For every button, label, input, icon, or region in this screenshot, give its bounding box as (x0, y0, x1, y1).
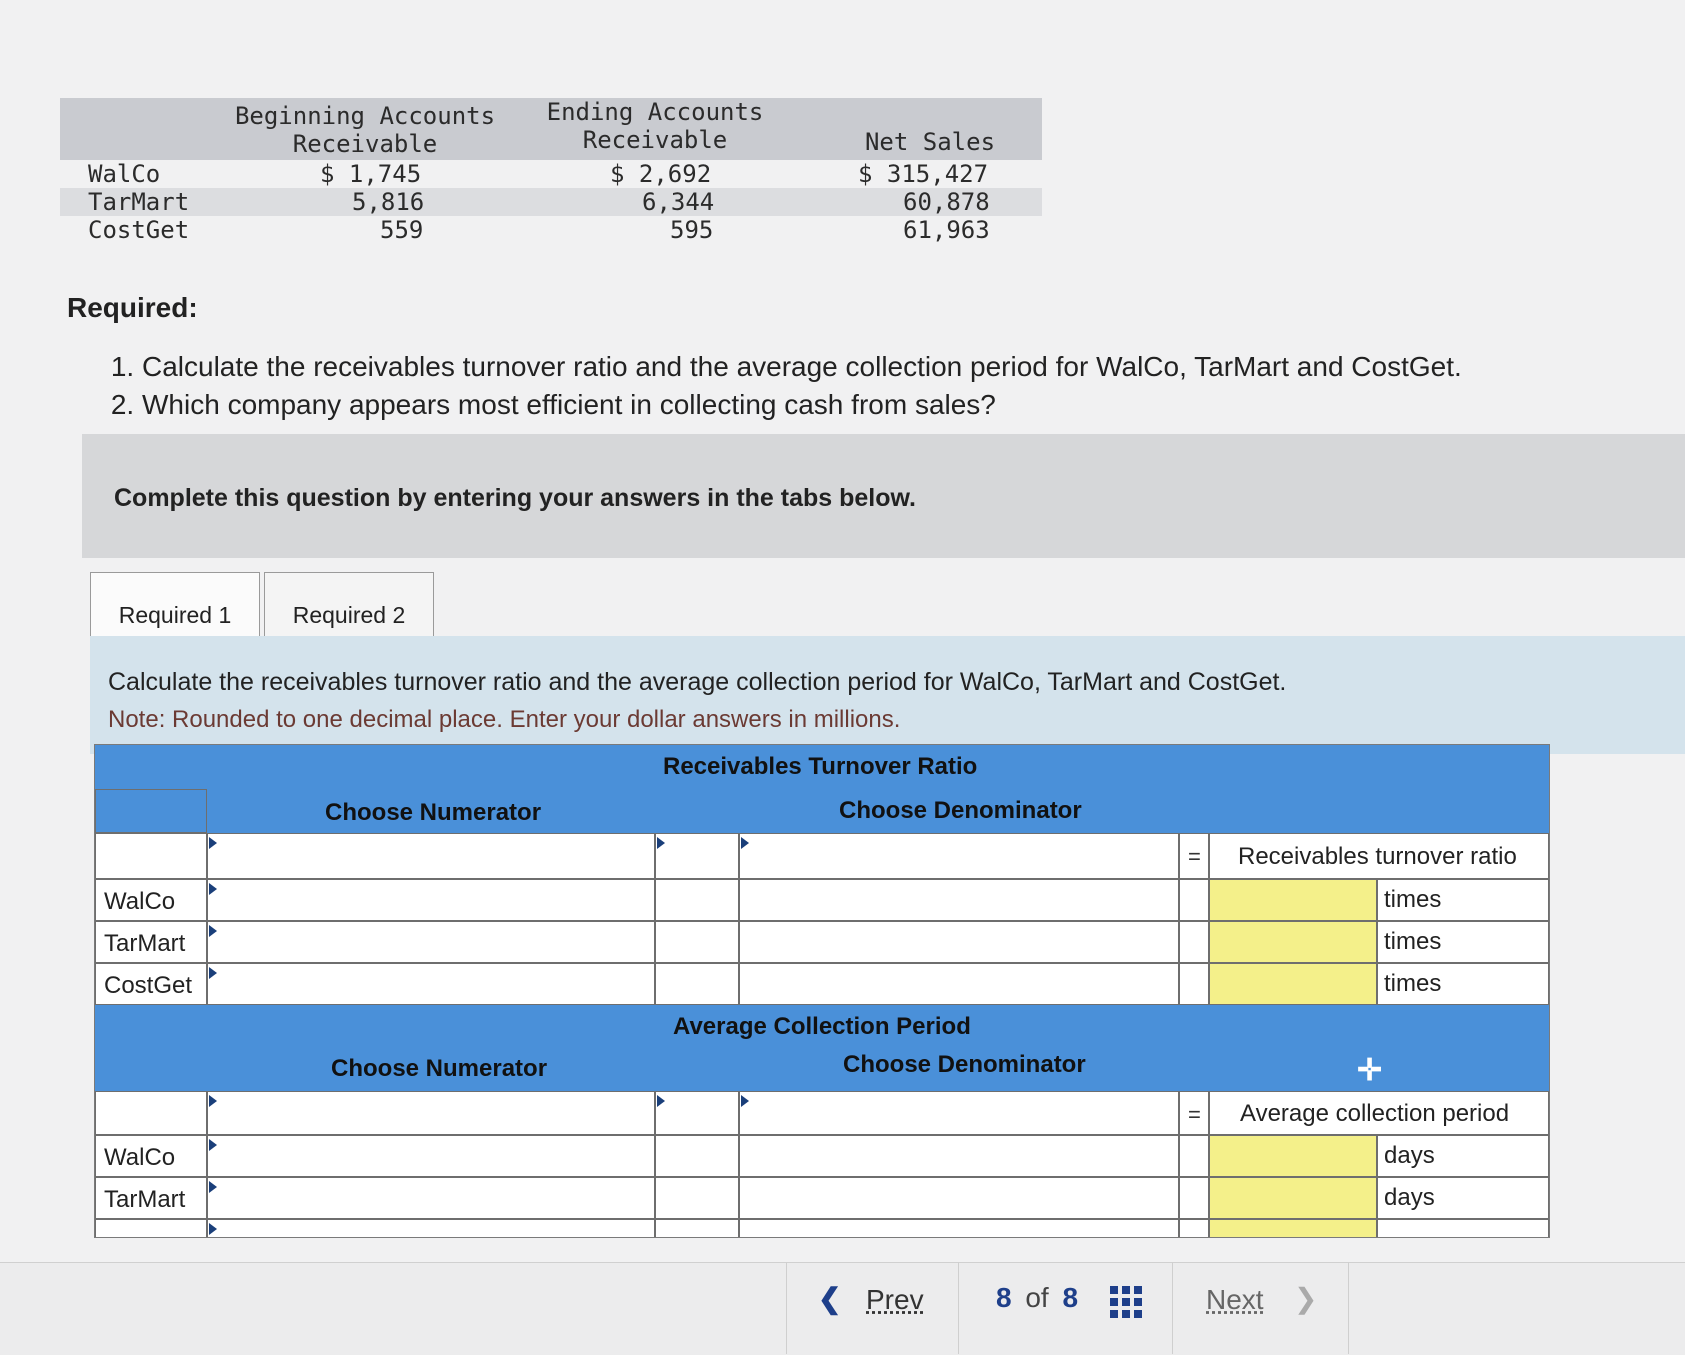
equals-cell (1179, 1177, 1209, 1219)
ending-ar: $ 2,692 (610, 160, 712, 188)
tarmart-collection-operator-input[interactable] (655, 1177, 739, 1219)
collection-title-bar (95, 1005, 1549, 1047)
equals-cell (1179, 879, 1209, 921)
label-row-blank (95, 1091, 207, 1135)
denominator-select-header[interactable] (739, 1091, 1179, 1135)
unit-cell (1377, 1219, 1549, 1238)
table-row (60, 160, 1042, 188)
required-list (112, 348, 1592, 424)
dropdown-marker-icon (209, 925, 217, 937)
unit-cell (1377, 963, 1549, 1005)
equals-sign: = (1188, 844, 1201, 869)
unit-cell (1377, 1135, 1549, 1177)
unit-days: days (1384, 1142, 1435, 1169)
nav-divider (786, 1262, 787, 1354)
walco-denominator-input[interactable] (739, 879, 1179, 921)
costget-collection-numerator-input[interactable] (207, 1219, 655, 1238)
denominator-select-header[interactable] (739, 833, 1179, 879)
operator-select-header[interactable] (655, 833, 739, 879)
instructions-text: Calculate the receivables turnover ratio and the average collection period for WalCo, TarMart and CostGet. (108, 668, 1287, 696)
walco-collection-operator-input[interactable] (655, 1135, 739, 1177)
unit-times: times (1384, 970, 1442, 997)
costget-turnover-answer[interactable] (1209, 963, 1377, 1005)
ending-ar: 595 (670, 216, 714, 244)
unit-cell (1377, 921, 1549, 963)
row-label-cell-cut (95, 1219, 207, 1238)
unit-times: times (1384, 886, 1442, 913)
row-label-costget: CostGet (104, 972, 193, 999)
tab-required-1-label: Required 1 (118, 602, 232, 628)
required-heading: Required: (67, 292, 198, 323)
tarmart-collection-denominator-input[interactable] (739, 1177, 1179, 1219)
nav-divider (1172, 1262, 1173, 1354)
equals-cell (1179, 1135, 1209, 1177)
move-cursor-icon: ✛ (1357, 1054, 1383, 1087)
next-label: Next (1206, 1284, 1264, 1315)
label-row-blank (95, 833, 207, 879)
dropdown-marker-icon (209, 967, 217, 979)
operator-select-header[interactable] (655, 1091, 739, 1135)
costget-collection-denominator-input[interactable] (739, 1219, 1179, 1238)
choose-denominator-label: Choose Denominator (839, 797, 1082, 824)
dropdown-marker-icon (741, 1095, 749, 1107)
choose-denominator-label: Choose Denominator (843, 1051, 1086, 1078)
costget-denominator-input[interactable] (739, 963, 1179, 1005)
company-name: CostGet (88, 216, 190, 244)
dropdown-marker-icon (209, 837, 217, 849)
tarmart-collection-numerator-input[interactable] (207, 1177, 655, 1219)
banner-text: Complete this question by entering your answers in the tabs below. (114, 484, 916, 512)
tab-required-2-label: Required 2 (292, 602, 406, 628)
equals-cell (1179, 833, 1209, 879)
header-beginning-line2: Receivable (292, 130, 438, 158)
grid-icon[interactable] (1110, 1286, 1142, 1318)
instructions-note: Note: Rounded to one decimal place. Enter your dollar answers in millions. (108, 706, 901, 733)
header-ending (530, 98, 780, 154)
worksheet (94, 744, 1550, 1238)
equals-sign: = (1188, 1102, 1201, 1127)
row-label-cell (95, 1177, 207, 1219)
turnover-title: Receivables Turnover Ratio (663, 753, 978, 780)
chevron-left-icon: ❮ (818, 1283, 842, 1314)
next-button[interactable] (1206, 1280, 1336, 1324)
costget-operator-input[interactable] (655, 963, 739, 1005)
header-beginning (230, 102, 500, 158)
net-sales: 61,963 (903, 216, 990, 244)
nav-divider (958, 1262, 959, 1354)
walco-collection-numerator-input[interactable] (207, 1135, 655, 1177)
equals-cell (1179, 1219, 1209, 1238)
nav-divider (1348, 1262, 1349, 1354)
chevron-right-icon: ❯ (1294, 1283, 1318, 1314)
page-indicator (996, 1282, 1078, 1314)
unit-days: days (1384, 1184, 1435, 1211)
tarmart-operator-input[interactable] (655, 921, 739, 963)
header-ending-line2: Receivable (582, 126, 728, 154)
walco-numerator-input[interactable] (207, 879, 655, 921)
table-row (60, 188, 1042, 216)
beginning-ar: 5,816 (352, 188, 425, 216)
tarmart-turnover-answer[interactable] (1209, 921, 1377, 963)
collection-title: Average Collection Period (673, 1013, 971, 1040)
dropdown-marker-icon (209, 1181, 217, 1193)
header-ending-line1: Ending Accounts (546, 98, 764, 126)
dropdown-marker-icon (209, 883, 217, 895)
numerator-select-header[interactable] (207, 833, 655, 879)
walco-turnover-answer[interactable] (1209, 879, 1377, 921)
header-net-sales: Net Sales (864, 128, 996, 156)
dropdown-marker-icon (209, 1139, 217, 1151)
ending-ar: 6,344 (642, 188, 715, 216)
unit-cell (1377, 879, 1549, 921)
turnover-header-bar (95, 789, 1549, 833)
turnover-result-label: Receivables turnover ratio (1238, 843, 1517, 870)
company-name: TarMart (88, 188, 190, 216)
numerator-select-header[interactable] (207, 1091, 655, 1135)
walco-collection-denominator-input[interactable] (739, 1135, 1179, 1177)
row-label-cell (95, 879, 207, 921)
tarmart-numerator-input[interactable] (207, 921, 655, 963)
header-blank (95, 789, 207, 833)
row-label-cell (95, 963, 207, 1005)
unit-cell (1377, 1177, 1549, 1219)
page-total: 8 (1062, 1282, 1079, 1313)
collection-header-bar (95, 1047, 1549, 1091)
result-header (1209, 833, 1549, 879)
result-header (1209, 1091, 1549, 1135)
walco-operator-input[interactable] (655, 879, 739, 921)
net-sales: $ 315,427 (858, 160, 989, 188)
costget-numerator-input[interactable] (207, 963, 655, 1005)
equals-cell (1179, 921, 1209, 963)
table-row (60, 216, 1042, 244)
row-label-walco: WalCo (104, 888, 176, 915)
page-current: 8 (996, 1282, 1012, 1313)
dropdown-marker-icon (741, 837, 749, 849)
beginning-ar: $ 1,745 (320, 160, 422, 188)
row-label-cell (95, 921, 207, 963)
tarmart-denominator-input[interactable] (739, 921, 1179, 963)
row-label-walco: WalCo (104, 1144, 176, 1171)
turnover-title-bar (95, 745, 1549, 789)
equals-cell (1179, 1091, 1209, 1135)
net-sales: 60,878 (903, 188, 990, 216)
unit-times: times (1384, 928, 1442, 955)
costget-collection-answer[interactable] (1209, 1219, 1377, 1238)
prev-label: Prev (866, 1284, 924, 1315)
dropdown-marker-icon (209, 1223, 217, 1235)
dropdown-marker-icon (209, 1095, 217, 1107)
row-label-tarmart: TarMart (104, 1186, 186, 1213)
dropdown-marker-icon (657, 1095, 665, 1107)
page-of: of (1025, 1282, 1049, 1313)
header-beginning-line1: Beginning Accounts (234, 102, 496, 130)
required-item-2: 2. Which company appears most efficient in collecting cash from sales? (142, 386, 1592, 424)
choose-numerator-label: Choose Numerator (325, 799, 542, 826)
dropdown-marker-icon (657, 837, 665, 849)
beginning-ar: 559 (380, 216, 424, 244)
choose-numerator-label: Choose Numerator (331, 1055, 548, 1082)
equals-cell (1179, 963, 1209, 1005)
tarmart-collection-answer[interactable] (1209, 1177, 1377, 1219)
company-name: WalCo (88, 160, 161, 188)
costget-collection-operator-input[interactable] (655, 1219, 739, 1238)
prev-button[interactable] (818, 1280, 938, 1324)
row-label-tarmart: TarMart (104, 930, 186, 957)
walco-collection-answer[interactable] (1209, 1135, 1377, 1177)
collection-result-label: Average collection period (1240, 1100, 1510, 1127)
required-item-1: 1. Calculate the receivables turnover ratio and the average collection period for WalCo, TarMart and CostGet. (142, 348, 1592, 386)
row-label-cell (95, 1135, 207, 1177)
